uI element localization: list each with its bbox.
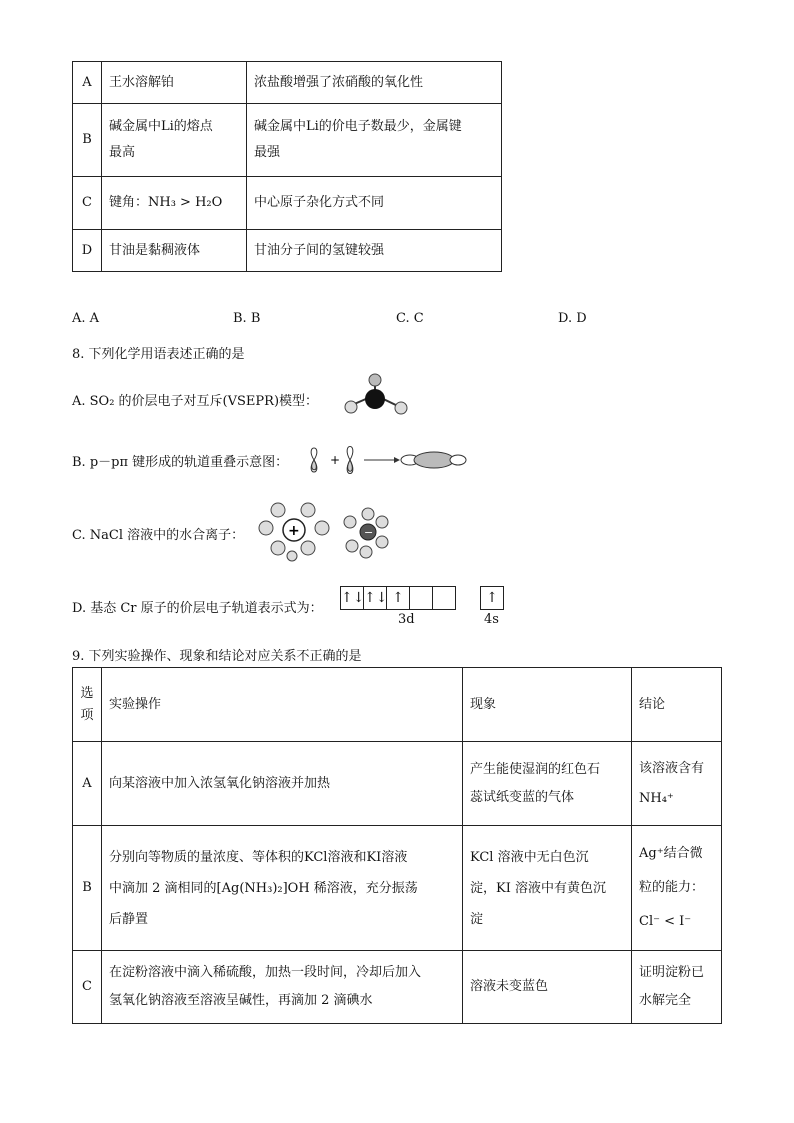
cell: 溶液未变蓝色 bbox=[463, 951, 632, 1024]
orbital-box: ↑ bbox=[386, 586, 410, 610]
plus-sign: + bbox=[330, 453, 341, 467]
row-label: A bbox=[73, 742, 102, 826]
q8-stem: 8. 下列化学用语表述正确的是 bbox=[72, 347, 245, 362]
cell: 王水溶解铂 bbox=[102, 62, 247, 104]
cell: 浓盐酸增强了浓硝酸的氧化性 bbox=[247, 62, 502, 104]
q8-option-a[interactable]: A. SO₂ 的价层电子对互斥(VSEPR)模型： bbox=[72, 394, 319, 409]
option-b[interactable]: B. B bbox=[233, 311, 261, 326]
cell: 向某溶液中加入浓氢氧化钠溶液并加热 bbox=[102, 742, 463, 826]
orbital-box bbox=[409, 586, 433, 610]
cell: 键角：NH₃ > H₂O bbox=[102, 177, 247, 230]
row-label: C bbox=[73, 177, 102, 230]
orbital-box: ↑↓ bbox=[363, 586, 387, 610]
cell: 甘油分子间的氢键较强 bbox=[247, 230, 502, 272]
orbital-box: ↑ bbox=[480, 586, 504, 610]
header-phenomenon: 现象 bbox=[463, 668, 632, 742]
row-label: A bbox=[73, 62, 102, 104]
orbital-box: ↑↓ bbox=[340, 586, 364, 610]
cell: 产生能使湿润的红色石 蕊试纸变蓝的气体 bbox=[463, 742, 632, 826]
row-label: B bbox=[73, 826, 102, 951]
cell: 中心原子杂化方式不同 bbox=[247, 177, 502, 230]
label-3d: 3d bbox=[398, 612, 415, 627]
option-c[interactable]: C. C bbox=[396, 311, 424, 326]
cell: 甘油是黏稠液体 bbox=[102, 230, 247, 272]
cell: Ag⁺结合微 粒的能力： Cl⁻ < I⁻ bbox=[632, 826, 722, 951]
cell: 该溶液含有 NH₄⁺ bbox=[632, 742, 722, 826]
row-label: B bbox=[73, 104, 102, 177]
q8-option-b[interactable]: B. p－pπ 键形成的轨道重叠示意图： bbox=[72, 455, 289, 470]
q8-option-c[interactable]: C. NaCl 溶液中的水合离子： bbox=[72, 528, 245, 543]
header-option: 选 项 bbox=[73, 668, 102, 742]
header-conclusion: 结论 bbox=[632, 668, 722, 742]
cell: 碱金属中Li的价电子数最少，金属键 最强 bbox=[247, 104, 502, 177]
row-label: D bbox=[73, 230, 102, 272]
q7-table bbox=[72, 61, 502, 272]
cell: 证明淀粉已 水解完全 bbox=[632, 951, 722, 1024]
header-operation: 实验操作 bbox=[102, 668, 463, 742]
q9-stem: 9. 下列实验操作、现象和结论对应关系不正确的是 bbox=[72, 649, 362, 664]
p-p-pi-orbital-overlap-icon bbox=[302, 434, 472, 486]
3d-orbital-boxes bbox=[340, 586, 456, 610]
cell: 分别向等物质的量浓度、等体积的KCl溶液和KI溶液 中滴加 2 滴相同的[Ag(NH₃)₂]OH 稀溶液，充分振荡 后静置 bbox=[102, 826, 463, 951]
q8-option-d[interactable]: D. 基态 Cr 原子的价层电子轨道表示式为： bbox=[72, 601, 323, 616]
option-a[interactable]: A. A bbox=[72, 311, 100, 326]
svg-text:+: + bbox=[288, 523, 300, 539]
so2-vsepr-model-icon bbox=[340, 373, 410, 419]
orbital-box bbox=[432, 586, 456, 610]
cell: 在淀粉溶液中滴入稀硫酸，加热一段时间，冷却后加入 氢氧化钠溶液至溶液呈碱性，再滴加 2 滴碘水 bbox=[102, 951, 463, 1024]
hydrated-ions-icon bbox=[256, 500, 406, 564]
option-d[interactable]: D. D bbox=[558, 311, 587, 326]
svg-text:−: − bbox=[364, 526, 374, 539]
row-label: C bbox=[73, 951, 102, 1024]
q9-table bbox=[72, 667, 722, 1024]
4s-orbital-box bbox=[480, 586, 504, 610]
cell: KCl 溶液中无白色沉 淀，KI 溶液中有黄色沉 淀 bbox=[463, 826, 632, 951]
label-4s: 4s bbox=[484, 612, 499, 627]
cell: 碱金属中Li的熔点 最高 bbox=[102, 104, 247, 177]
